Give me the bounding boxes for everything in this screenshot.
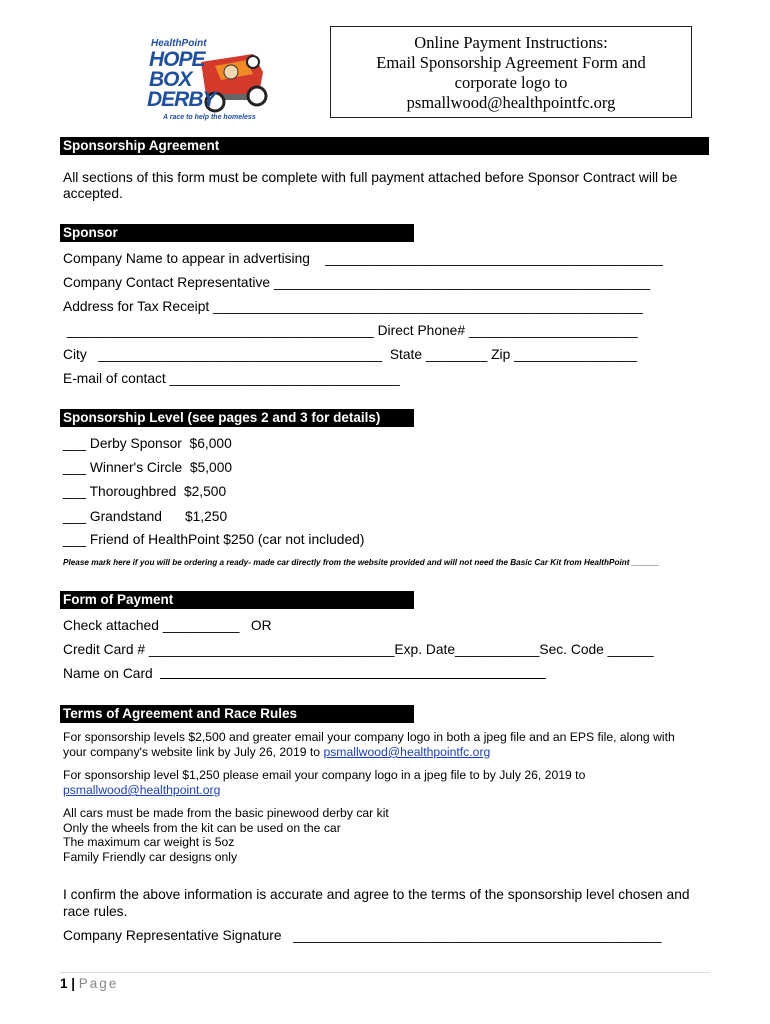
terms-heading: Terms of Agreement and Race Rules	[60, 705, 414, 723]
ready-made-car-note[interactable]: Please mark here if you will be ordering a ready- made car directly from the website provided and will not need the Basic Car Kit from HealthPoint ______	[63, 558, 660, 567]
company-contact-field[interactable]: Company Contact Representative _________________________________________________	[63, 275, 650, 290]
agreement-text-line-1: All sections of this form must be complete with full payment attached before Sponsor Contract will be	[63, 170, 678, 185]
instructions-line-1: Online Payment Instructions:	[414, 33, 608, 52]
instructions-email: psmallwood@healthpointfc.org	[406, 93, 616, 112]
name-on-card-label: Name on Card	[63, 666, 153, 681]
logo-tagline: A race to help the homeless	[163, 114, 256, 121]
page-label: Page	[78, 976, 119, 991]
footer-rule	[60, 972, 710, 973]
logo-hope: HOPE	[149, 48, 205, 71]
credit-card-field[interactable]: Credit Card # ________________________________Exp. Date___________Sec. Code ______	[63, 642, 654, 657]
terms-p2-email-link[interactable]: psmallwood@healthpoint.org	[63, 783, 221, 797]
tax-receipt-address-field[interactable]: Address for Tax Receipt ________________________________________________________	[63, 299, 643, 314]
terms-p2-line-1: For sponsorship level $1,250 please email your company logo in a jpeg file to by July 26, 2019 to	[63, 768, 586, 782]
sponsorship-level-heading: Sponsorship Level (see pages 2 and 3 for details)	[60, 409, 414, 427]
company-name-field[interactable]: Company Name to appear in advertising ____________________________________________	[63, 251, 663, 266]
instructions-line-3: corporate logo to	[454, 73, 568, 92]
confirm-line-2: race rules.	[63, 904, 128, 919]
logo-derby: DERBY	[147, 88, 216, 111]
rule-family-friendly: Family Friendly car designs only	[63, 850, 238, 864]
terms-p1-line-1: For sponsorship levels $2,500 and greater email your company logo in both a jpeg file and an EPS file, along with	[63, 730, 675, 744]
agreement-text-line-2: accepted.	[63, 186, 123, 201]
level-thoroughbred[interactable]: ___ Thoroughbred $2,500	[63, 484, 227, 499]
signature-field[interactable]: Company Representative Signature ________________________________________________	[63, 928, 662, 943]
level-derby-sponsor[interactable]: ___ Derby Sponsor $6,000	[63, 436, 232, 451]
level-grandstand[interactable]: ___ Grandstand $1,250	[63, 509, 228, 524]
check-attached-field[interactable]: Check attached __________ OR	[63, 618, 272, 633]
form-of-payment-heading: Form of Payment	[60, 591, 414, 609]
contact-email-field[interactable]: E-mail of contact ______________________________	[63, 371, 400, 386]
rule-basic-kit: All cars must be made from the basic pinewood derby car kit	[63, 806, 389, 820]
sponsorship-agreement-heading: Sponsorship Agreement	[60, 137, 709, 155]
terms-p1-text: your company's website link by July 26, 2019 to	[63, 745, 324, 759]
name-on-card-line[interactable]	[160, 678, 546, 679]
page-separator: |	[67, 976, 79, 991]
page-footer	[60, 976, 118, 991]
city-state-zip-field[interactable]: City _____________________________________ State ________ Zip ________________	[63, 347, 637, 362]
online-payment-instructions-box	[330, 26, 692, 118]
rule-wheels: Only the wheels from the kit can be used on the car	[63, 821, 341, 835]
instructions-line-2: Email Sponsorship Agreement Form and	[376, 53, 646, 72]
sponsor-heading: Sponsor	[60, 224, 414, 242]
terms-p1-line-2	[63, 745, 490, 759]
direct-phone-field[interactable]: ________________________________________ Direct Phone# ______________________	[63, 323, 638, 338]
level-friend-of-healthpoint[interactable]: ___ Friend of HealthPoint $250 (car not included)	[63, 532, 365, 547]
logo-box: BOX	[149, 68, 192, 91]
hope-box-derby-logo	[135, 32, 275, 127]
page-number: 1	[60, 976, 68, 991]
rule-weight: The maximum car weight is 5oz	[63, 835, 235, 849]
confirm-line-1: I confirm the above information is accurate and agree to the terms of the sponsorship level chosen and	[63, 887, 690, 902]
terms-p1-email-link[interactable]: psmallwood@healthpointfc.org	[323, 745, 491, 759]
level-winners-circle[interactable]: ___ Winner's Circle $5,000	[63, 460, 233, 475]
logo-brand: HealthPoint	[151, 38, 207, 49]
